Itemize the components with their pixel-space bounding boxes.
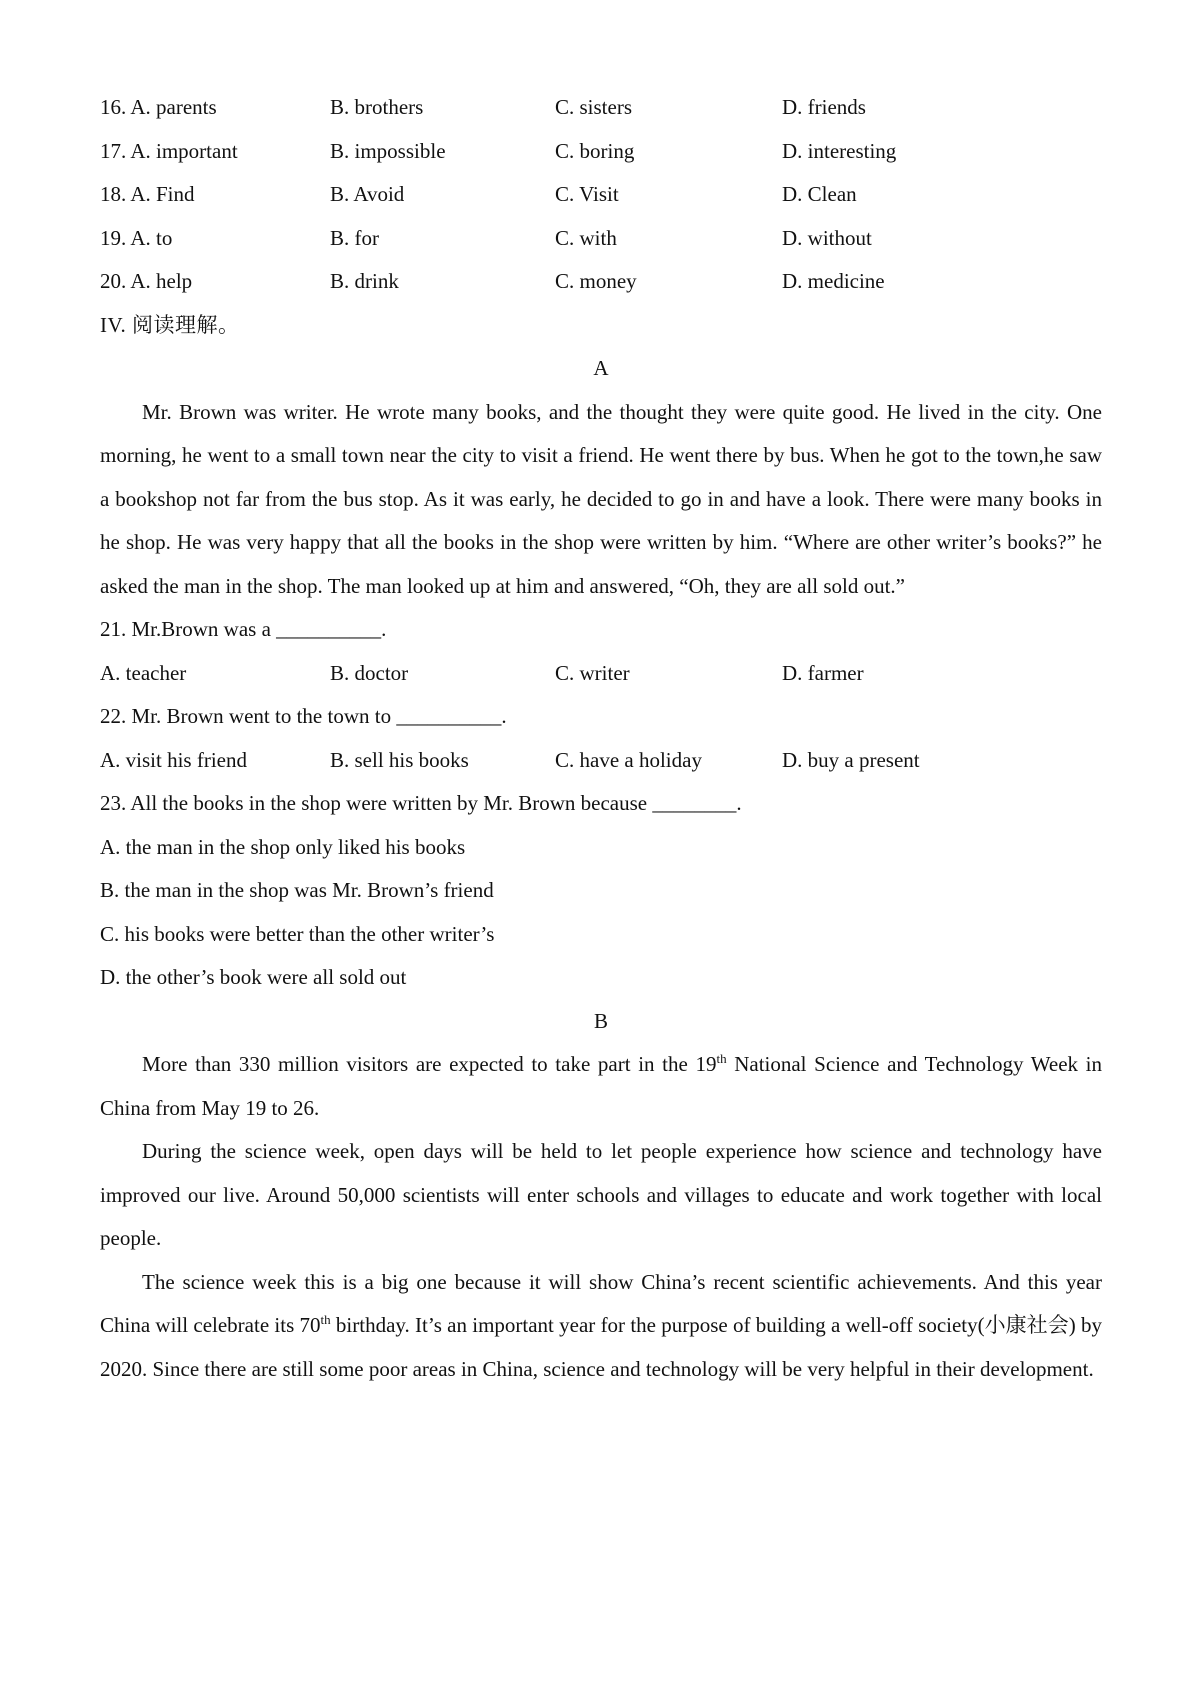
question-21-stem: 21. Mr.Brown was a __________. bbox=[100, 617, 387, 641]
question-21-option-c: C. writer bbox=[555, 660, 630, 685]
question-18-option-d: D. Clean bbox=[782, 182, 857, 206]
question-17-option-b: B. impossible bbox=[330, 138, 446, 163]
question-19-option-d: D. without bbox=[782, 225, 872, 250]
question-22-stem: 22. Mr. Brown went to the town to __________. bbox=[100, 704, 507, 728]
question-20-option-d: D. medicine bbox=[782, 269, 885, 293]
question-23-option-c: C. his books were better than the other writer’s bbox=[100, 921, 495, 946]
question-20-options-row bbox=[100, 260, 1102, 304]
question-20-option-a: 20. A. help bbox=[100, 269, 193, 293]
question-19-option-c: C. with bbox=[555, 225, 617, 250]
question-16-option-c: C. sisters bbox=[555, 95, 633, 119]
question-23-stem: 23. All the books in the shop were written by Mr. Brown because ________. bbox=[100, 791, 742, 815]
section-iv-title: IV. 阅读理解。 bbox=[100, 312, 240, 337]
question-17-options-row bbox=[100, 130, 1102, 174]
question-18-options-row bbox=[100, 173, 1102, 217]
question-17-option-c: C. boring bbox=[555, 138, 635, 163]
question-21-option-b: B. doctor bbox=[330, 660, 409, 685]
question-19-options-row bbox=[100, 217, 1102, 261]
passage-b-p1-text-after: National Science and Technology Week in China from May 19 to 26. bbox=[100, 1052, 1102, 1120]
question-16-option-a: 16. A. parents bbox=[100, 95, 217, 119]
question-20-option-b: B. drink bbox=[330, 269, 399, 293]
passage-b-label: B bbox=[593, 1008, 608, 1033]
passage-b-paragraph-2: During the science week, open days will be held to let people experience how science and technology have improved our live. Around 50,000 scientists will enter schools and villages to educate and work together with local people. bbox=[100, 1139, 1102, 1250]
passage-b-paragraph-1 bbox=[100, 1043, 1102, 1130]
question-23-option-a: A. the man in the shop only liked his books bbox=[100, 834, 466, 859]
question-21-options-row bbox=[100, 652, 1102, 696]
question-17-option-a: 17. A. important bbox=[100, 138, 238, 163]
question-18-option-b: B. Avoid bbox=[330, 182, 405, 206]
passage-b-p1-superscript: th bbox=[716, 1051, 727, 1066]
question-22-option-c: C. have a holiday bbox=[555, 747, 702, 772]
question-19-option-a: 19. A. to bbox=[100, 225, 173, 250]
passage-b-p3-superscript: th bbox=[320, 1312, 331, 1327]
passage-b-p1-text: More than 330 million visitors are expected to take part in the 19 bbox=[142, 1052, 717, 1076]
question-23-option-d: D. the other’s book were all sold out bbox=[100, 965, 407, 989]
passage-b-p3-text: The science week this is a big one because it will show China’s recent scientific achievements. And this year China will celebrate its 70 bbox=[100, 1269, 1102, 1337]
question-22-option-d: D. buy a present bbox=[782, 747, 920, 772]
question-21-option-d: D. farmer bbox=[782, 660, 864, 685]
question-23-option-b: B. the man in the shop was Mr. Brown’s friend bbox=[100, 878, 494, 902]
question-18-option-c: C. Visit bbox=[555, 182, 619, 206]
question-19-option-b: B. for bbox=[330, 225, 379, 250]
passage-b-paragraph-3 bbox=[100, 1261, 1102, 1392]
passage-a-label: A bbox=[593, 356, 609, 380]
question-22-options-row bbox=[100, 739, 1102, 783]
passage-a-text: Mr. Brown was writer. He wrote many books, and the thought they were quite good. He lived in the city. One morning, he went to a small town near the city to visit a friend. He went there by bus. When he got to the town,he saw a bookshop not far from the bus stop. As it was early, he decided to go in and have a look. There were many books in he shop. He was very happy that all the books in the shop were written by him. “Where are other writer’s books?” he asked the man in the shop. The man looked up at him and answered, “Oh, they are all sold out.” bbox=[100, 399, 1102, 598]
question-22-option-a: A. visit his friend bbox=[100, 747, 247, 772]
passage-b-p3-text-after: birthday. It’s an important year for the purpose of building a well-off society(小康社会) by 2020. Since there are still some poor areas in China, science and technology will be very helpful in their development. bbox=[100, 1313, 1102, 1381]
question-22-option-b: B. sell his books bbox=[330, 747, 469, 772]
question-16-options-row bbox=[100, 86, 1102, 130]
question-18-option-a: 18. A. Find bbox=[100, 182, 195, 206]
question-16-option-b: B. brothers bbox=[330, 95, 424, 119]
question-21-option-a: A. teacher bbox=[100, 660, 187, 685]
question-20-option-c: C. money bbox=[555, 269, 637, 293]
question-16-option-d: D. friends bbox=[782, 95, 866, 119]
question-17-option-d: D. interesting bbox=[782, 138, 897, 163]
